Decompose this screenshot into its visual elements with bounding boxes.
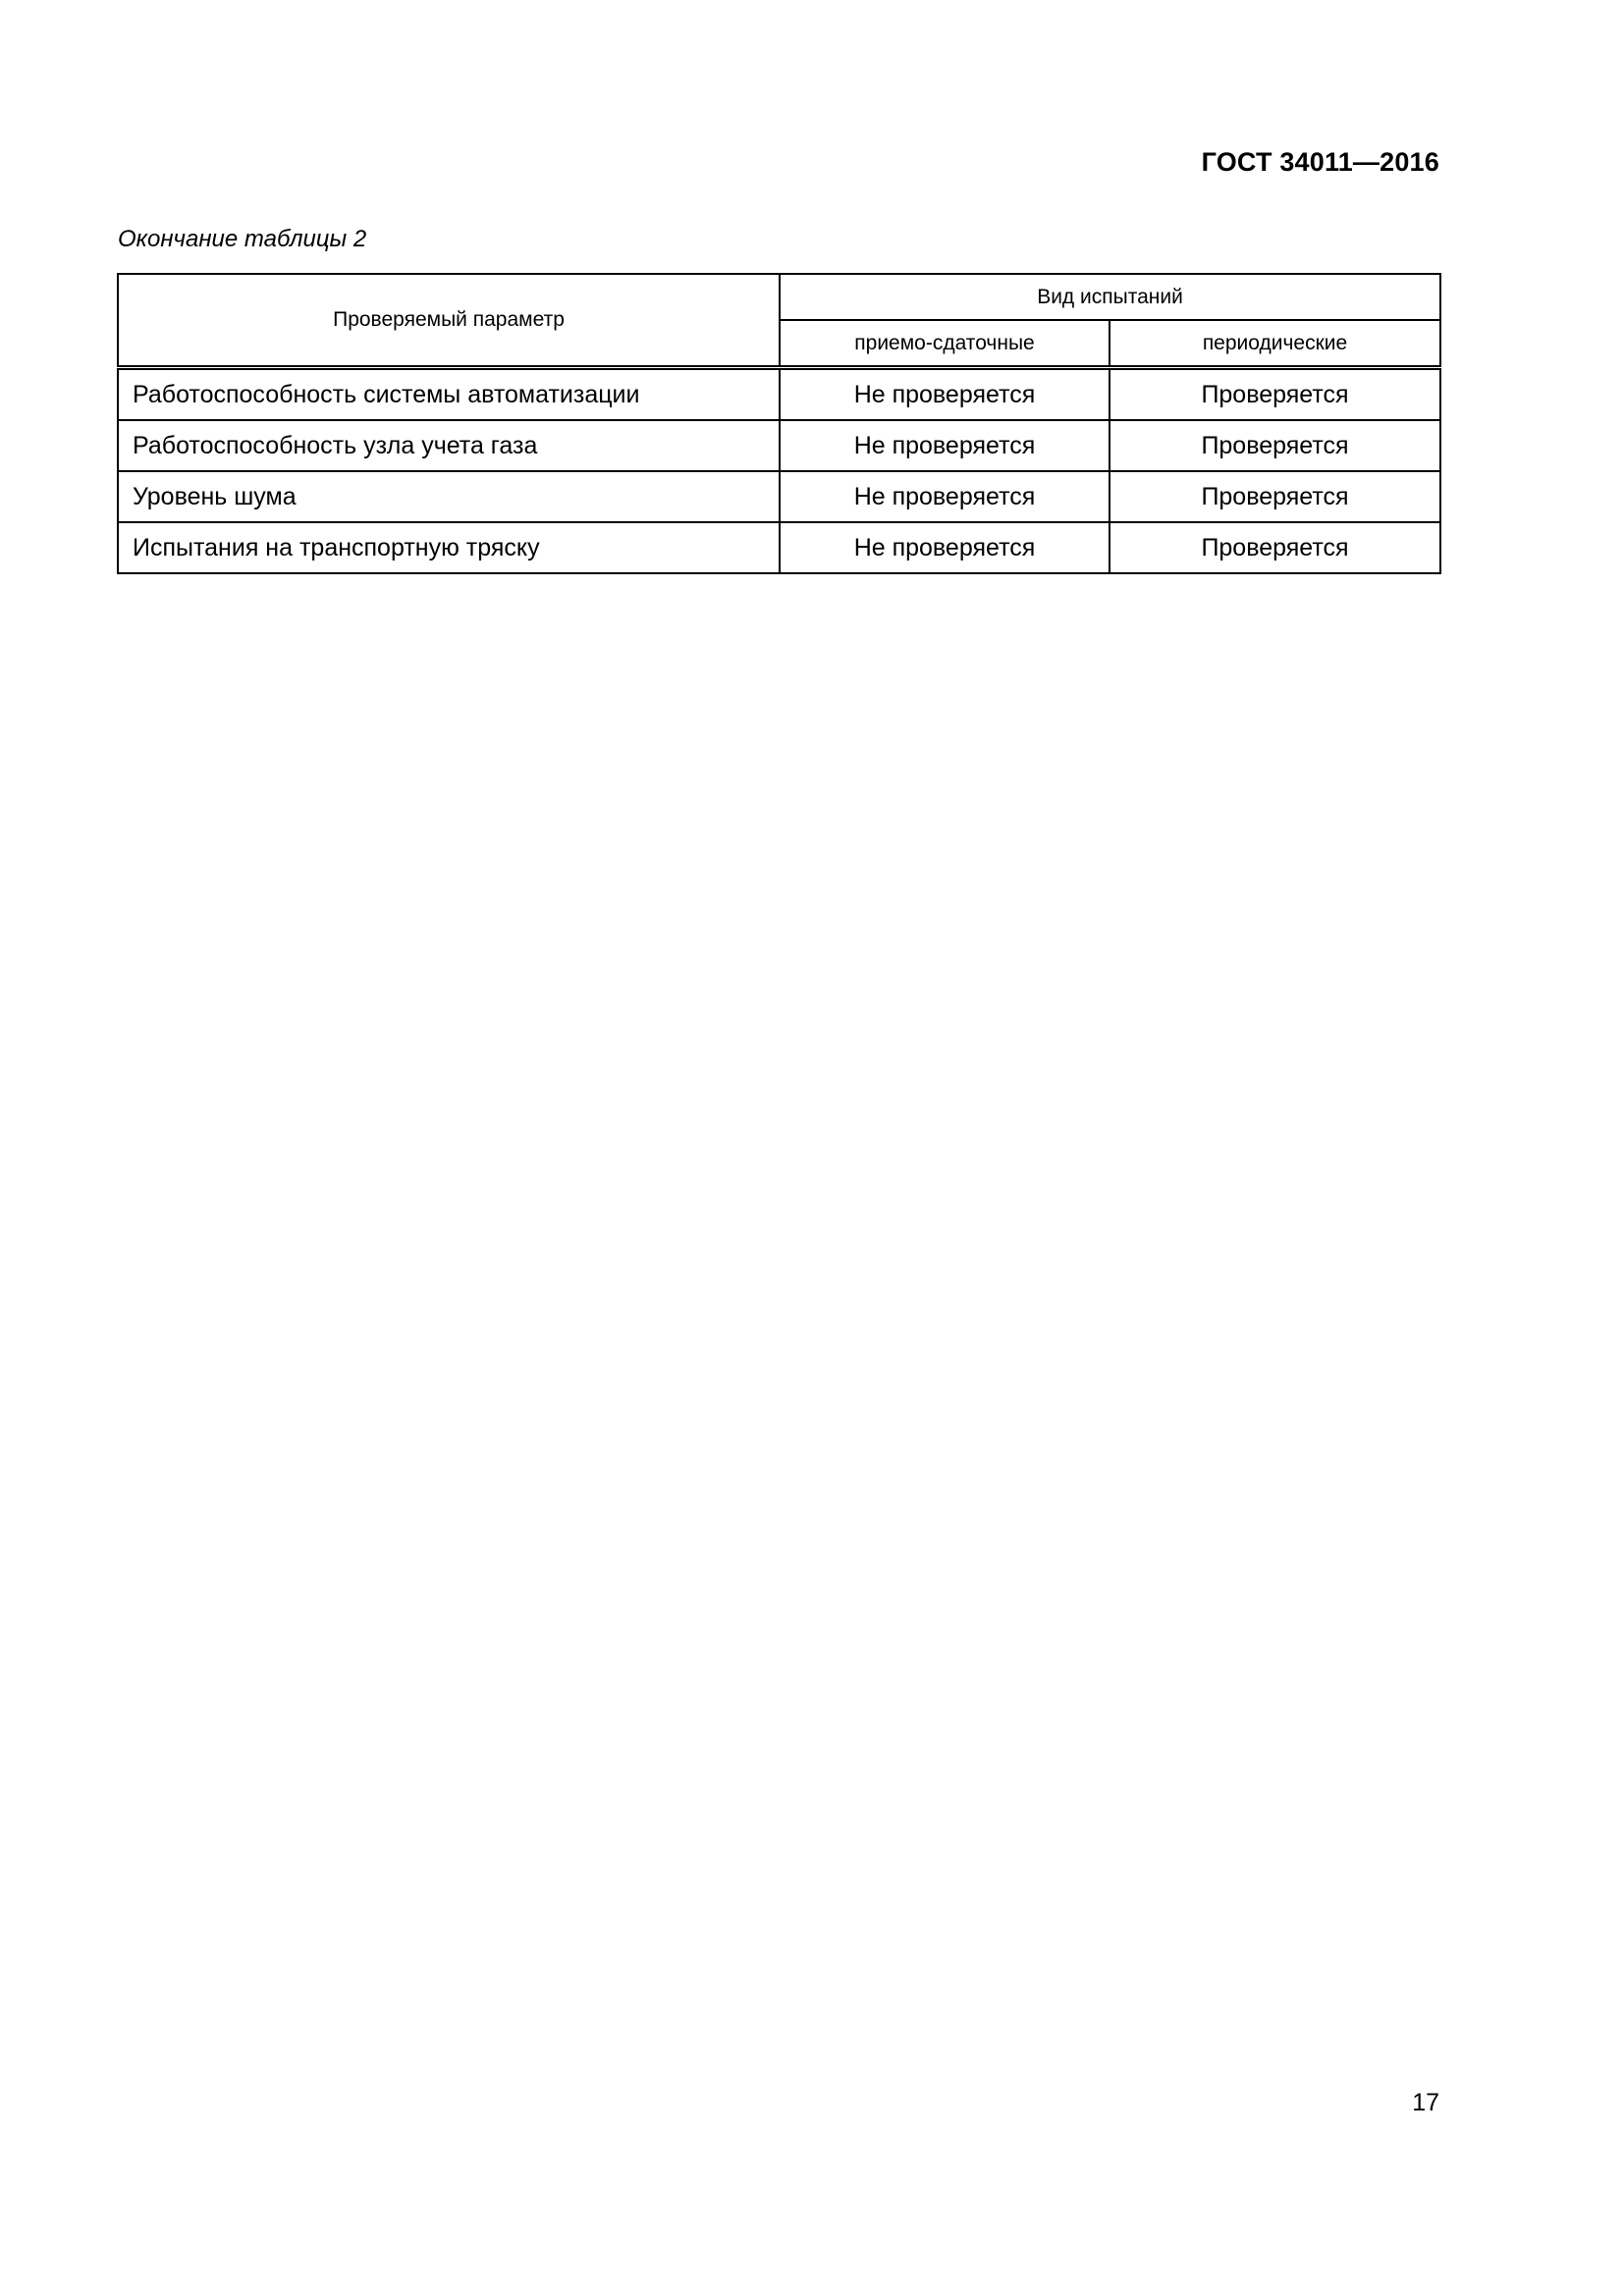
page-number: 17 xyxy=(1412,2089,1439,2116)
header-periodic-tests: периодические xyxy=(1110,320,1440,368)
document-code: ГОСТ 34011—2016 xyxy=(1201,147,1439,177)
test-parameters-table xyxy=(117,273,1439,574)
table-caption: Окончание таблицы 2 xyxy=(118,226,367,252)
row-parameter: Работоспособность системы автоматизации xyxy=(118,368,780,421)
row-periodic-value: Проверяется xyxy=(1110,420,1440,471)
row-acceptance-value: Не проверяется xyxy=(780,522,1110,573)
header-acceptance-tests: приемо-сдаточные xyxy=(780,320,1110,368)
header-test-type: Вид испытаний xyxy=(780,274,1440,320)
row-acceptance-value: Не проверяется xyxy=(780,420,1110,471)
row-acceptance-value: Не проверяется xyxy=(780,471,1110,522)
row-periodic-value: Проверяется xyxy=(1110,522,1440,573)
table-row xyxy=(118,471,1440,522)
row-periodic-value: Проверяется xyxy=(1110,368,1440,421)
row-acceptance-value: Не проверяется xyxy=(780,368,1110,421)
table-row xyxy=(118,368,1440,421)
row-periodic-value: Проверяется xyxy=(1110,471,1440,522)
row-parameter: Испытания на транспортную тряску xyxy=(118,522,780,573)
row-parameter: Работоспособность узла учета газа xyxy=(118,420,780,471)
row-parameter: Уровень шума xyxy=(118,471,780,522)
table-row xyxy=(118,522,1440,573)
header-parameter: Проверяемый параметр xyxy=(118,274,780,368)
table-row xyxy=(118,420,1440,471)
